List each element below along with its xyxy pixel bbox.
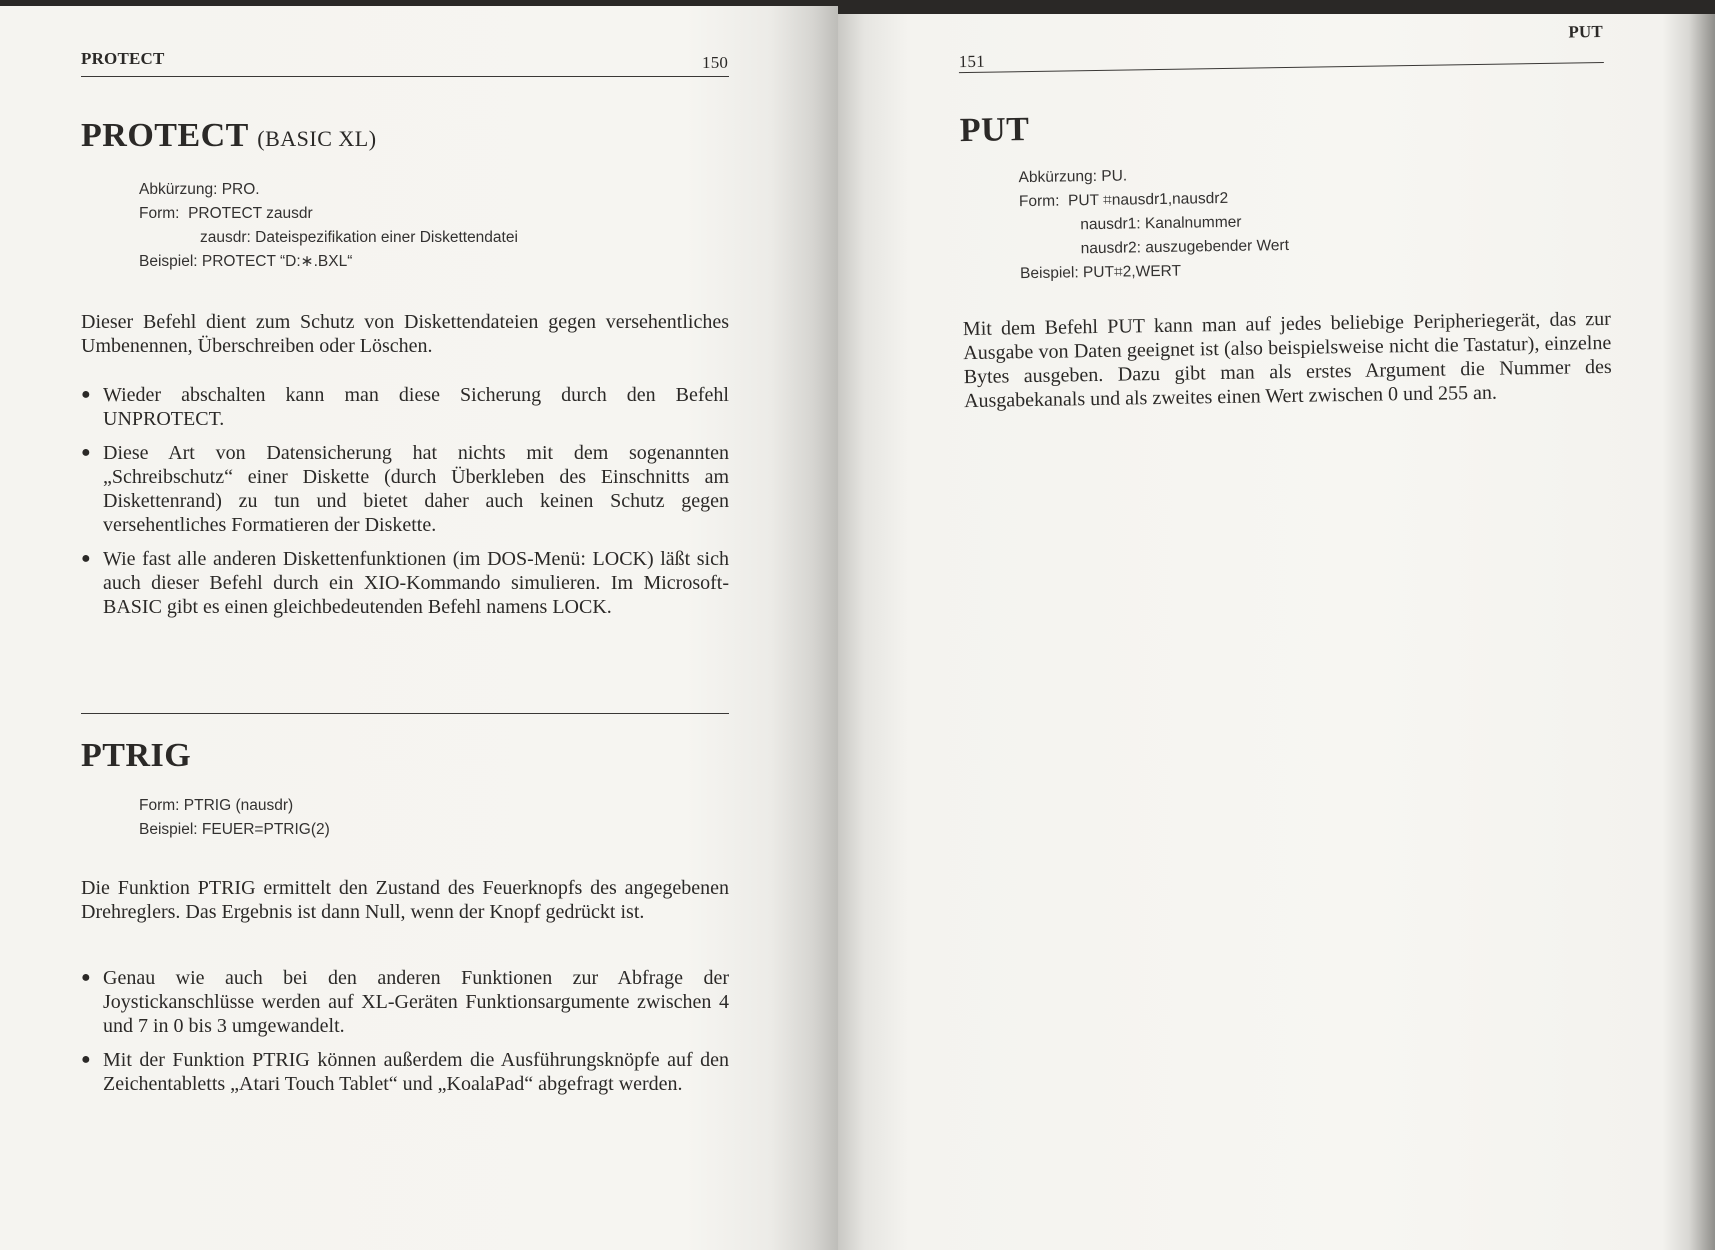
body-put [963,307,1613,426]
entry-title-text: PTRIG [81,737,192,774]
syntax-line: Form: PUT ⌗nausdr1,nausdr2 [1018,189,1229,211]
syntax-block-put [1018,162,1289,286]
left-page [0,6,838,1250]
syntax-line: zausdr: Dateispezifikation einer Diskettendatei [200,229,518,246]
entry-title-suffix: (BASIC XL) [257,126,377,151]
entry-title-ptrig [81,737,191,775]
bullet-list-protect [81,383,729,629]
page-number: 151 [958,51,986,72]
running-head-title: PUT [1568,21,1604,42]
syntax-line: Abkürzung: PU. [1018,167,1128,187]
bullet-item [81,1048,729,1096]
entry-title-text: PUT [959,111,1030,150]
syntax-line: Beispiel: PUT⌗2,WERT [1019,262,1182,283]
syntax-line: Beispiel: FEUER=PTRIG(2) [139,821,330,838]
running-head-title: PROTECT [81,49,165,68]
syntax-line: Form: PROTECT zausdr [139,205,313,222]
header-rule [81,76,729,77]
paragraph: Mit dem Befehl PUT kann man auf jedes beliebige Peripheriegerät, das zur Ausgabe von Daten geeignet ist (also beispielsweise nicht die Tastatur), einzelne Bytes ausgeben. Dazu gibt man als erstes Argument die Nummer des Ausgabekanals und als zweites einen Wert zwischen 0 und 255 an. [962,307,1612,413]
paragraph: Dieser Befehl dient zum Schutz von Diskettendateien gegen versehentliches Umbenennen, Überschreiben oder Löschen. [81,311,729,357]
paragraph: Die Funktion PTRIG ermittelt den Zustand des Feuerknopfs des angegebenen Drehreglers. Das Ergebnis ist dann Null, wenn der Knopf gedrückt ist. [81,877,729,923]
bullet-icon: ● [81,550,91,567]
section-divider [81,713,729,714]
bullet-list-ptrig [81,966,729,1106]
right-page-content [838,14,1715,1250]
syntax-line: nausdr2: auszugebender Wert [1080,236,1290,258]
bullet-text: Diese Art von Datensicherung hat nichts mit dem sogenannten „Schreibschutz“ einer Diskette (durch Überkleben des Einschnitts am Diskettenrand) zu tun und bietet daher auch keinen Schutz gegen versehentliches Formatieren der Diskette. [103,442,729,536]
bullet-item [81,547,729,619]
bullet-item [81,966,729,1038]
syntax-block-protect [139,178,518,274]
body-protect [81,310,729,371]
syntax-line: nausdr1: Kanalnummer [1080,213,1242,234]
header-rule [959,62,1604,73]
syntax-line: Beispiel: PROTECT “D:∗.BXL“ [139,253,353,270]
bullet-icon: ● [81,1051,91,1068]
entry-title-protect [81,117,377,155]
entry-title-text: PROTECT [81,117,249,154]
bullet-text: Wie fast alle anderen Diskettenfunktionen (im DOS-Menü: LOCK) läßt sich auch dieser Befehl durch ein XIO-Kommando simulieren. Im Microsoft-BASIC gibt es einen gleichbedeutenden Befehl namens LOCK. [103,548,729,618]
page-number: 150 [702,53,729,72]
body-ptrig [81,876,729,937]
bullet-text: Genau wie auch bei den anderen Funktionen zur Abfrage der Joystickanschlüsse werden auf XL-Geräten Funktionsargumente zwischen 4 und 7 in 0 bis 3 umgewandelt. [103,967,729,1037]
bullet-icon: ● [81,444,91,461]
syntax-line: Abkürzung: PRO. [139,181,260,198]
bullet-item [81,383,729,431]
syntax-block-ptrig [139,794,330,842]
entry-title-put [960,111,1030,150]
bullet-item [81,441,729,537]
syntax-line: Form: PTRIG (nausdr) [139,797,294,814]
right-page [838,14,1715,1250]
bullet-text: Wieder abschalten kann man diese Sicherung durch den Befehl UNPROTECT. [103,384,729,430]
bullet-text: Mit der Funktion PTRIG können außerdem die Ausführungsknöpfe auf den Zeichentabletts „Atari Touch Tablet“ und „KoalaPad“ abgefragt werden. [103,1049,729,1095]
bullet-icon: ● [81,969,91,986]
bullet-icon: ● [81,386,91,403]
